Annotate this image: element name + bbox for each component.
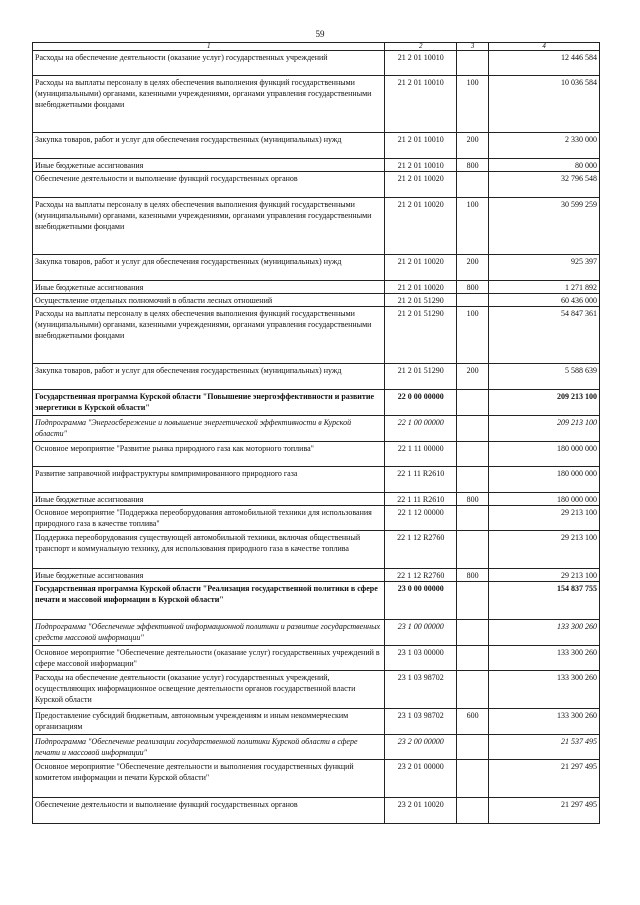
row-name-cell: Государственная программа Курской области "Реализация государственной политики в сфере печати и массовой информации в Курской области" — [33, 582, 385, 620]
row-amount-cell: 133 300 260 — [489, 709, 600, 735]
row-expense-type-cell — [456, 735, 488, 760]
row-name-cell: Основное мероприятие "Обеспечение деятельности и выполнения государственных функций комитетом информации и печати Курской области" — [33, 760, 385, 798]
table-row — [33, 493, 600, 506]
row-expense-type-cell — [456, 416, 488, 442]
row-expense-type-cell — [456, 467, 488, 493]
row-code-cell: 21 2 01 51290 — [385, 364, 457, 390]
row-amount-cell: 154 837 755 — [489, 582, 600, 620]
row-amount-cell: 30 599 259 — [489, 198, 600, 255]
row-code-cell: 23 2 01 00000 — [385, 760, 457, 798]
table-row — [33, 255, 600, 281]
row-name-cell: Закупка товаров, работ и услуг для обеспечения государственных (муниципальных) нужд — [33, 364, 385, 390]
row-name-cell: Иные бюджетные ассигнования — [33, 569, 385, 582]
row-amount-cell: 21 297 495 — [489, 798, 600, 824]
row-name-cell: Обеспечение деятельности и выполнение функций государственных органов — [33, 172, 385, 198]
row-expense-type-cell — [456, 582, 488, 620]
row-amount-cell: 80 000 — [489, 159, 600, 172]
row-amount-cell: 1 271 892 — [489, 281, 600, 294]
row-code-cell: 23 0 00 00000 — [385, 582, 457, 620]
row-amount-cell: 180 000 000 — [489, 493, 600, 506]
row-expense-type-cell — [456, 172, 488, 198]
table-row — [33, 671, 600, 709]
row-name-cell: Иные бюджетные ассигнования — [33, 159, 385, 172]
row-name-cell: Подпрограмма "Энергосбережение и повышение энергетической эффективности в Курской области" — [33, 416, 385, 442]
row-amount-cell: 209 213 100 — [489, 416, 600, 442]
row-code-cell: 22 1 12 R2760 — [385, 569, 457, 582]
row-code-cell: 22 1 11 R2610 — [385, 467, 457, 493]
budget-table-body — [33, 43, 600, 824]
row-code-cell: 21 2 01 10020 — [385, 281, 457, 294]
row-name-cell: Расходы на выплаты персоналу в целях обеспечения выполнения функций государственными (муниципальными) органами, казенными учреждениями, органами управления государственными внебюджетными фондами — [33, 198, 385, 255]
row-name-cell: Расходы на выплаты персоналу в целях обеспечения выполнения функций государственными (муниципальными) органами, казенными учреждениями, органами управления государственными внебюджетными фондами — [33, 76, 385, 133]
row-expense-type-cell — [456, 390, 488, 416]
row-amount-cell: 32 796 548 — [489, 172, 600, 198]
row-code-cell: 21 2 01 10010 — [385, 76, 457, 133]
row-name-cell: Основное мероприятие "Поддержка переоборудования автомобильной техники для использования природного газа в качестве топлива" — [33, 506, 385, 531]
row-code-cell: 21 2 01 10010 — [385, 133, 457, 159]
row-code-cell: 23 1 03 00000 — [385, 646, 457, 671]
row-amount-cell: 209 213 100 — [489, 390, 600, 416]
row-amount-cell: 10 036 584 — [489, 76, 600, 133]
row-name-cell: Основное мероприятие "Развитие рынка природного газа как моторного топлива" — [33, 442, 385, 467]
table-row — [33, 531, 600, 569]
row-code-cell: 21 2 01 51290 — [385, 294, 457, 307]
table-row — [33, 569, 600, 582]
row-name-cell: Обеспечение деятельности и выполнение функций государственных органов — [33, 798, 385, 824]
row-code-cell: 22 0 00 00000 — [385, 390, 457, 416]
row-name-cell: Поддержка переоборудования существующей автомобильной техники, включая общественный транспорт и коммунальную технику, для использования природного газа в качестве топлива — [33, 531, 385, 569]
column-header-expense-type: 3 — [456, 43, 488, 51]
row-name-cell: Государственная программа Курской области "Повышение энергоэффективности и развитие энергетики в Курской области" — [33, 390, 385, 416]
row-expense-type-cell: 800 — [456, 159, 488, 172]
row-amount-cell: 133 300 260 — [489, 646, 600, 671]
row-code-cell: 22 1 00 00000 — [385, 416, 457, 442]
row-code-cell: 22 1 12 R2760 — [385, 531, 457, 569]
row-name-cell: Иные бюджетные ассигнования — [33, 281, 385, 294]
row-expense-type-cell: 200 — [456, 255, 488, 281]
row-expense-type-cell: 800 — [456, 569, 488, 582]
table-row — [33, 133, 600, 159]
row-code-cell: 21 2 01 10020 — [385, 255, 457, 281]
row-code-cell: 23 2 01 10020 — [385, 798, 457, 824]
row-name-cell: Подпрограмма "Обеспечение эффективной информационной политики и развитие государственных средств массовой информации" — [33, 620, 385, 646]
row-amount-cell: 180 000 000 — [489, 442, 600, 467]
row-amount-cell: 133 300 260 — [489, 620, 600, 646]
row-amount-cell: 12 446 584 — [489, 51, 600, 76]
row-code-cell: 21 2 01 10010 — [385, 159, 457, 172]
column-header-name: 1 — [33, 43, 385, 51]
row-name-cell: Подпрограмма "Обеспечение реализации государственной политики Курской области в сфере печати и массовой информации" — [33, 735, 385, 760]
row-expense-type-cell — [456, 294, 488, 307]
table-row — [33, 735, 600, 760]
row-expense-type-cell — [456, 51, 488, 76]
column-header-code: 2 — [385, 43, 457, 51]
table-row — [33, 294, 600, 307]
row-expense-type-cell: 800 — [456, 281, 488, 294]
table-row — [33, 798, 600, 824]
row-name-cell: Расходы на обеспечение деятельности (оказание услуг) государственных учреждений, осуществляющих информационное освещение деятельности органов государственной власти Курской области — [33, 671, 385, 709]
row-code-cell: 21 2 01 10010 — [385, 51, 457, 76]
row-code-cell: 21 2 01 51290 — [385, 307, 457, 364]
row-amount-cell: 180 000 000 — [489, 467, 600, 493]
column-header-amount: 4 — [489, 43, 600, 51]
table-row — [33, 646, 600, 671]
row-code-cell: 23 1 03 98702 — [385, 671, 457, 709]
table-row — [33, 467, 600, 493]
table-row — [33, 760, 600, 798]
row-name-cell: Развитие заправочной инфраструктуры компримированного природного газа — [33, 467, 385, 493]
row-name-cell: Осуществление отдельных полномочий в области лесных отношений — [33, 294, 385, 307]
row-amount-cell: 29 213 100 — [489, 531, 600, 569]
row-expense-type-cell — [456, 760, 488, 798]
row-expense-type-cell — [456, 506, 488, 531]
row-name-cell: Предоставление субсидий бюджетным, автономным учреждениям и иным некоммерческим организациям — [33, 709, 385, 735]
table-row — [33, 281, 600, 294]
row-amount-cell: 60 436 000 — [489, 294, 600, 307]
row-amount-cell: 5 588 639 — [489, 364, 600, 390]
row-amount-cell: 2 330 000 — [489, 133, 600, 159]
table-row — [33, 307, 600, 364]
table-row — [33, 51, 600, 76]
row-code-cell: 21 2 01 10020 — [385, 172, 457, 198]
row-expense-type-cell — [456, 798, 488, 824]
row-expense-type-cell: 100 — [456, 76, 488, 133]
row-name-cell: Закупка товаров, работ и услуг для обеспечения государственных (муниципальных) нужд — [33, 133, 385, 159]
row-expense-type-cell — [456, 531, 488, 569]
row-amount-cell: 925 397 — [489, 255, 600, 281]
row-amount-cell: 21 537 495 — [489, 735, 600, 760]
table-header-row — [33, 43, 600, 51]
row-name-cell: Расходы на обеспечение деятельности (оказание услуг) государственных учреждений — [33, 51, 385, 76]
row-expense-type-cell: 200 — [456, 133, 488, 159]
row-code-cell: 22 1 12 00000 — [385, 506, 457, 531]
table-row — [33, 506, 600, 531]
row-code-cell: 23 1 03 98702 — [385, 709, 457, 735]
row-code-cell: 23 2 00 00000 — [385, 735, 457, 760]
row-expense-type-cell — [456, 620, 488, 646]
row-expense-type-cell — [456, 671, 488, 709]
table-row — [33, 620, 600, 646]
row-amount-cell: 133 300 260 — [489, 671, 600, 709]
row-expense-type-cell: 100 — [456, 198, 488, 255]
page-number: 59 — [315, 29, 325, 39]
table-row — [33, 582, 600, 620]
row-expense-type-cell: 800 — [456, 493, 488, 506]
table-row — [33, 172, 600, 198]
table-row — [33, 76, 600, 133]
row-name-cell: Иные бюджетные ассигнования — [33, 493, 385, 506]
budget-table — [32, 42, 600, 824]
row-code-cell: 22 1 11 00000 — [385, 442, 457, 467]
row-expense-type-cell: 600 — [456, 709, 488, 735]
row-amount-cell: 21 297 495 — [489, 760, 600, 798]
table-row — [33, 198, 600, 255]
row-amount-cell: 29 213 100 — [489, 506, 600, 531]
table-row — [33, 442, 600, 467]
table-row — [33, 416, 600, 442]
row-name-cell: Основное мероприятие "Обеспечение деятельности (оказание услуг) государственных учреждений в сфере массовой информации" — [33, 646, 385, 671]
row-name-cell: Расходы на выплаты персоналу в целях обеспечения выполнения функций государственными (муниципальными) органами, казенными учреждениями, органами управления государственными внебюджетными фондами — [33, 307, 385, 364]
row-expense-type-cell — [456, 442, 488, 467]
row-amount-cell: 29 213 100 — [489, 569, 600, 582]
table-row — [33, 159, 600, 172]
row-code-cell: 23 1 00 00000 — [385, 620, 457, 646]
row-expense-type-cell: 100 — [456, 307, 488, 364]
row-amount-cell: 54 847 361 — [489, 307, 600, 364]
table-row — [33, 709, 600, 735]
row-code-cell: 21 2 01 10020 — [385, 198, 457, 255]
row-code-cell: 22 1 11 R2610 — [385, 493, 457, 506]
row-name-cell: Закупка товаров, работ и услуг для обеспечения государственных (муниципальных) нужд — [33, 255, 385, 281]
table-row — [33, 390, 600, 416]
row-expense-type-cell — [456, 646, 488, 671]
table-row — [33, 364, 600, 390]
row-expense-type-cell: 200 — [456, 364, 488, 390]
